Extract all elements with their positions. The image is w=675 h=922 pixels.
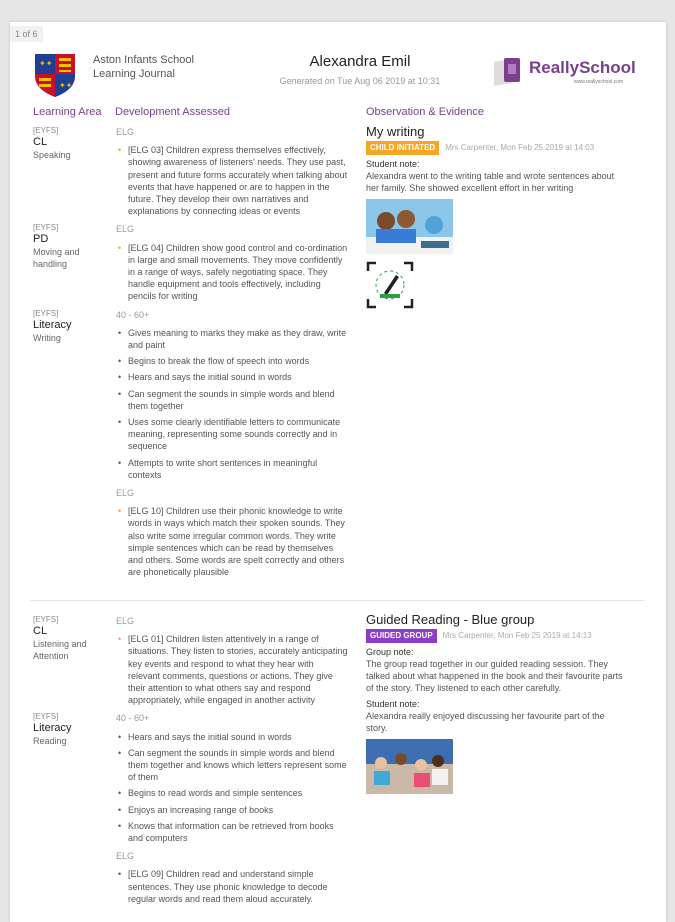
statement: • Enjoys an increasing range of books	[116, 804, 348, 816]
student-name: Alexandra Emil	[309, 53, 411, 70]
book-icon	[492, 54, 526, 90]
assessment-row	[0, 309, 675, 585]
statement: • Gives meaning to marks they make as they draw, write and paint	[116, 327, 348, 351]
area-sub: Writing	[33, 332, 61, 343]
level: 40 - 60+	[116, 309, 150, 320]
statement: • Hears and says the initial sound in words	[116, 371, 348, 383]
guided-group-badge: GUIDED GROUP	[366, 629, 437, 643]
area-code: Literacy	[33, 318, 72, 331]
observation-title[interactable]: Guided Reading - Blue group	[366, 612, 535, 627]
area-code: CL	[33, 136, 48, 148]
area-sub: Moving and handling	[33, 247, 80, 270]
development-assessed	[116, 712, 348, 911]
development-assessed	[116, 126, 348, 223]
student-note-label: Student note:	[366, 159, 420, 169]
column-header-dev: Development Assessed	[115, 106, 230, 118]
generated-date: Generated on Tue Aug 06 2019 at 10:31	[279, 76, 441, 86]
great-writing-sticker-icon	[366, 261, 414, 309]
student-note: Alexandra went to the writing table and wrote sentences about her family. She showed excellent effort in her writing	[366, 171, 615, 193]
area-sub: Reading	[33, 736, 67, 747]
learning-area	[0, 615, 116, 712]
observation	[366, 614, 626, 797]
framework: [EYFS]	[33, 308, 59, 318]
learning-area	[0, 309, 116, 585]
framework: [EYFS]	[33, 126, 59, 135]
level: ELG	[116, 224, 135, 235]
statement: • [ELG 09] Children read and understand simple sentences. They use phonic knowledge to decode regular words and read them aloud accurately.	[116, 868, 348, 905]
learning-area	[0, 126, 116, 223]
logo-url: www.reallyschool.com	[574, 79, 624, 85]
column-header-area: Learning Area	[33, 106, 102, 118]
child-initiated-badge: CHILD INITIATED	[366, 141, 439, 155]
column-header-obs: Observation & Evidence	[366, 106, 485, 118]
development-assessed	[116, 223, 348, 308]
entry-divider	[30, 600, 645, 601]
statement: • Can segment the sounds in simple words and blend them together	[116, 388, 348, 412]
logo-text: ReallySchool	[529, 58, 636, 77]
framework: [EYFS]	[33, 712, 59, 722]
learning-area	[0, 712, 116, 911]
statement: • [ELG 10] Children use their phonic knowledge to write words in ways which match their spoken sounds. They also write some irregular common words. They write simple sentences which can be read by themselves and others. Some words are spelt correctly and others are phonetically plausible	[116, 505, 348, 578]
statement: • Can segment the sounds in simple words and blend them together and knows which letters represent some of them	[116, 747, 348, 784]
writing-photo[interactable]	[366, 199, 453, 254]
svg-text:✦✦: ✦✦	[39, 59, 53, 68]
level: 40 - 60+	[116, 713, 150, 724]
statement: • [ELG 01] Children listen attentively in a range of situations. They listen to stories, accurately anticipating key events and respond to what they hear with relevant comments, questions or actions. They give their attention to what others say and respond appropriately, while engaged in another activity	[116, 633, 348, 706]
learning-area	[0, 223, 116, 308]
student-note-label: Student note:	[366, 699, 420, 709]
statement: • [ELG 03] Children express themselves effectively, showing awareness of listeners' needs. They use past, present and future forms accurately when talking about events that have happened or are to happen in the future. They develop their own narratives and explanations by connecting ideas or events	[116, 144, 348, 217]
level: ELG	[116, 616, 135, 626]
area-code: PD	[33, 233, 49, 246]
statement: • Begins to read words and simple sentences	[116, 787, 348, 799]
observation-author-date: Mrs Carpenter, Mon Feb 25 2019 at 14:13	[442, 631, 592, 640]
guided-reading-photo[interactable]	[366, 739, 453, 794]
framework: [EYFS]	[33, 615, 59, 624]
page-indicator: 1 of 6	[10, 26, 43, 42]
school-name: Aston Infants School	[93, 54, 194, 66]
school-name-block	[93, 53, 194, 81]
statement: • Begins to break the flow of speech into words	[116, 355, 348, 367]
statement: • Uses some clearly identifiable letters to communicate meaning, representing some sounds correctly and in sequence	[116, 416, 348, 453]
school-crest-logo	[33, 52, 77, 98]
statement: • [ELG 04] Children show good control and co-ordination in large and small movements. They move confidently in a range of ways, safely negotiating space. They handle equipment and tools effectively, including pencils for writing	[116, 242, 348, 303]
journal-title: Learning Journal	[93, 68, 175, 80]
observation	[366, 126, 626, 309]
svg-text:✦✦: ✦✦	[59, 81, 73, 90]
area-sub: Speaking	[33, 150, 71, 160]
observation-author-date: Mrs Carpenter, Mon Feb 25 2019 at 14:03	[445, 143, 595, 152]
student-note: Alexandra really enjoyed discussing her favourite part of the story.	[366, 711, 605, 733]
development-assessed	[116, 615, 348, 712]
area-sub: Listening and Attention	[33, 639, 87, 661]
development-assessed	[116, 309, 348, 585]
area-code: CL	[33, 625, 48, 637]
area-code: Literacy	[33, 722, 72, 735]
level: ELG	[116, 851, 135, 862]
observation-title[interactable]: My writing	[366, 124, 425, 139]
group-note-label: Group note:	[366, 647, 414, 657]
level: ELG	[116, 488, 135, 499]
framework: [EYFS]	[33, 223, 59, 233]
reallyschool-logo	[492, 54, 642, 90]
statement: • Hears and says the initial sound in words	[116, 731, 348, 743]
statement: • Attempts to write short sentences in meaningful contexts	[116, 457, 348, 481]
group-note: The group read together in our guided reading session. They talked about what happened in the book and their favourite parts of the story. They listened to each other carefully.	[366, 659, 623, 693]
level: ELG	[116, 127, 135, 137]
statement: • Knows that information can be retrieved from books and computers	[116, 820, 348, 844]
